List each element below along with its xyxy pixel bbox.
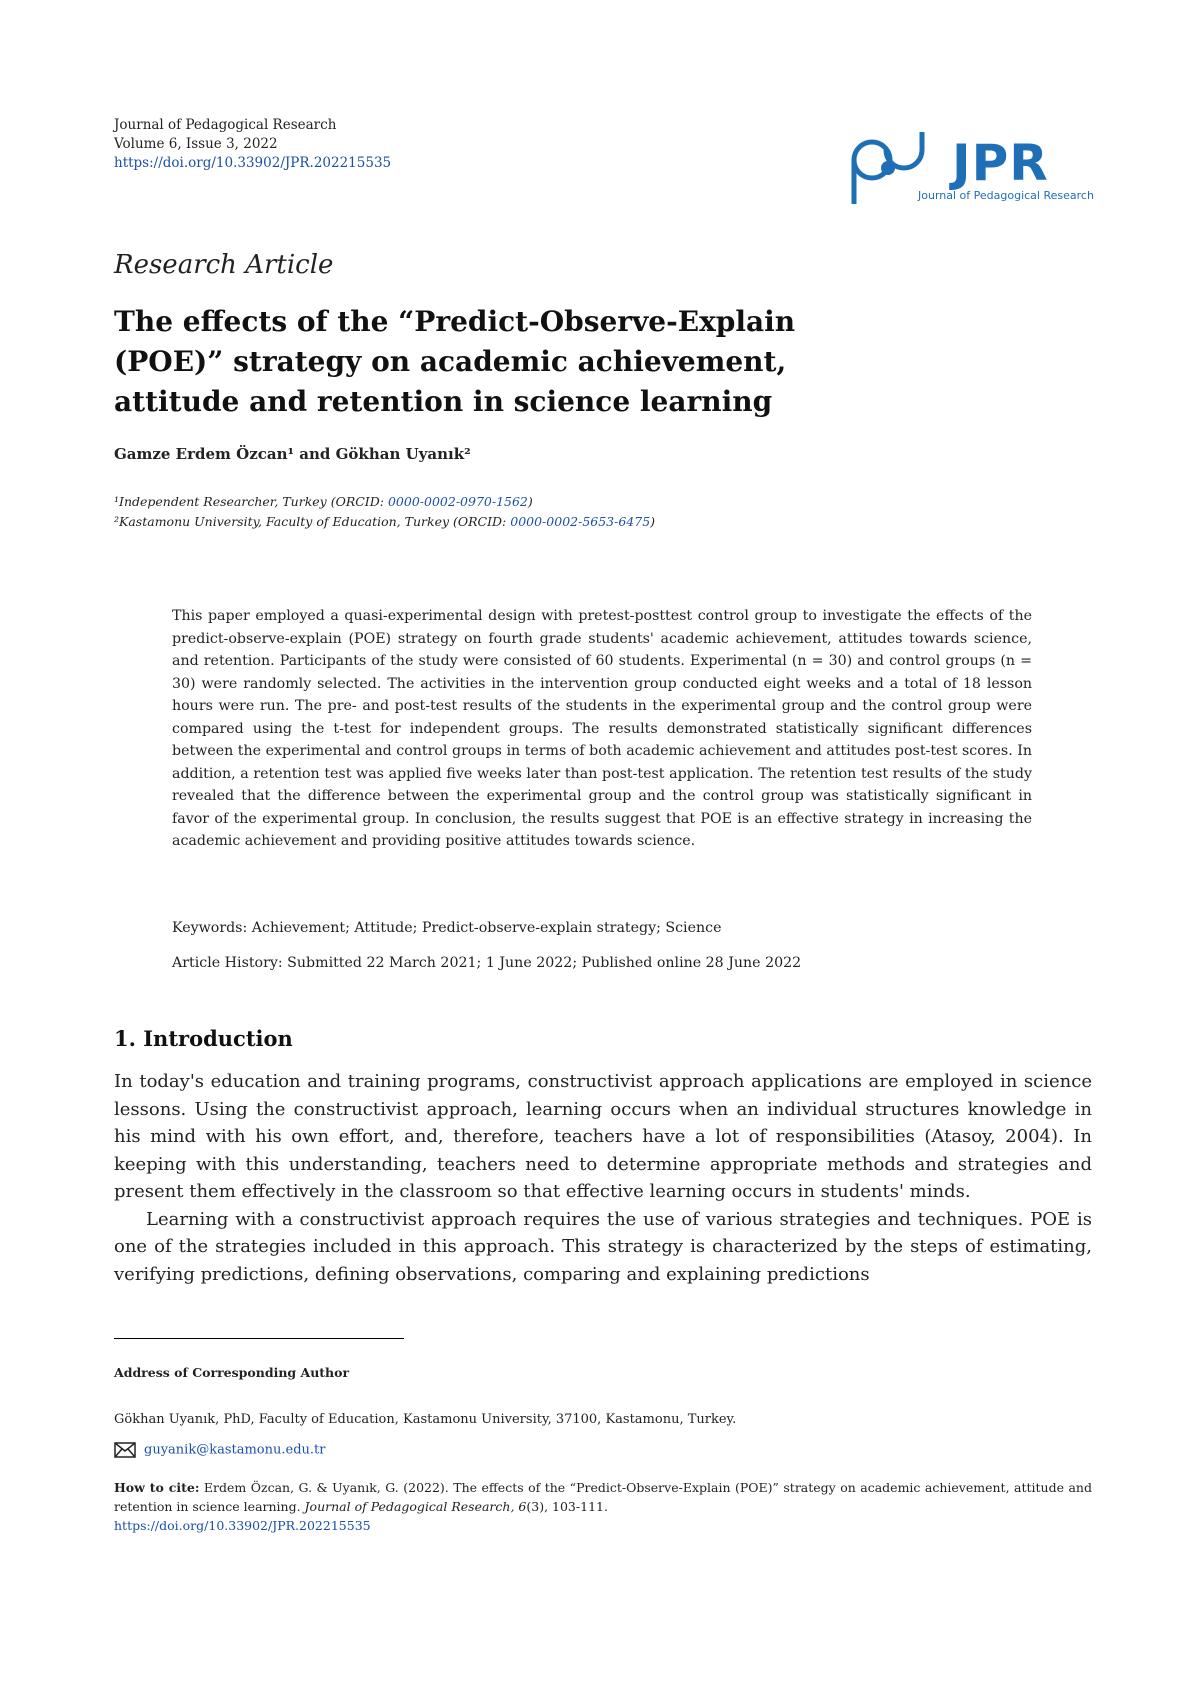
article-title: The effects of the “Predict-Observe-Explain (POE)” strategy on academic achievement, attitude and retention in science learning <box>114 305 796 418</box>
corresponding-address: Gökhan Uyanık, PhD, Faculty of Education, Kastamonu University, 37100, Kastamonu, Turkey. <box>114 1412 737 1427</box>
journal-name: Journal of Pedagogical Research <box>114 117 337 133</box>
footnote-divider <box>114 1338 404 1339</box>
intro-paragraph-2: Learning with a constructivist approach requires the use of various strategies and techniques. POE is one of the strategies included in this approach. This strategy is characterized by the steps of estimating, verifying predictions, defining observations, comparing and explaining predictions <box>114 1208 1092 1285</box>
cite-pages: (3), 103-111. <box>526 1499 608 1514</box>
orcid-link-2[interactable]: 0000-0002-5653-6475 <box>510 514 651 529</box>
email-link[interactable]: guyanik@kastamonu.edu.tr <box>144 1442 326 1458</box>
authors: Gamze Erdem Özcan¹ and Gökhan Uyanık² <box>114 445 471 463</box>
envelope-icon <box>114 1442 136 1458</box>
journal-header <box>114 116 391 173</box>
article-history: Article History: Submitted 22 March 2021; 1 June 2022; Published online 28 June 2022 <box>172 955 802 971</box>
orcid-link-1[interactable]: 0000-0002-0970-1562 <box>387 494 528 509</box>
cite-text: Erdem Özcan, G. & Uyanık, G. (2022). The effects of the “Predict-Observe-Explain (POE)” strategy on academic achievement, attitude and retention in science learning. <box>114 1480 1092 1514</box>
logo-text: JPR <box>952 134 1049 192</box>
footnote-heading: Address of Corresponding Author <box>114 1365 350 1380</box>
doi-link[interactable]: https://doi.org/10.33902/JPR.202215535 <box>114 155 392 171</box>
volume-issue: Volume 6, Issue 3, 2022 <box>114 136 278 152</box>
keywords: Keywords: Achievement; Attitude; Predict-observe-explain strategy; Science <box>172 920 722 936</box>
cite-label: How to cite: <box>114 1480 200 1495</box>
introduction-body <box>114 1068 1092 1288</box>
intro-paragraph-1: In today's education and training programs, constructivist approach applications are employed in science lessons. Using the constructivist approach, learning occurs when an individual structures knowledge in his mind with his own effort, and, therefore, teachers have a lot of responsibilities (Atasoy, 2004). In keeping with this understanding, teachers need to determine appropriate methods and strategies and present them effectively in the classroom so that effective learning occurs in students' minds. <box>114 1071 1092 1202</box>
logo-subtitle: Journal of Pedagogical Research <box>918 189 1094 202</box>
affiliation-2: ²Kastamonu University, Faculty of Education, Turkey (ORCID: 0000-0002-5653-6475) <box>114 514 656 529</box>
affiliation-1: ¹Independent Researcher, Turkey (ORCID: 0000-0002-0970-1562) <box>114 494 533 509</box>
cite-doi-link[interactable]: https://doi.org/10.33902/JPR.202215535 <box>114 1518 371 1533</box>
corresponding-email-row <box>114 1442 325 1458</box>
cite-journal: Journal of Pedagogical Research, 6 <box>304 1499 527 1514</box>
how-to-cite <box>114 1478 1092 1535</box>
section-heading-introduction: 1. Introduction <box>114 1026 293 1051</box>
article-type: Research Article <box>114 250 334 280</box>
abstract: This paper employed a quasi-experimental design with pretest-posttest control group to investigate the effects of the predict-observe-explain (POE) strategy on fourth grade students' academic achievement, attitudes towards science, and retention. Participants of the study were consisted of 60 students. Experimental (n = 30) and control groups (n = 30) were randomly selected. The activities in the intervention group conducted eight weeks and a total of 18 lesson hours were run. The pre- and post-test results of the students in the experimental group and the control group were compared using the t-test for independent groups. The results demonstrated statistically significant differences between the experimental and control groups in terms of both academic achievement and attitudes post-test scores. In addition, a retention test was applied five weeks later than post-test application. The retention test results of the study revealed that the difference between the experimental group and the control group was statistically significant in favor of the experimental group. In conclusion, the results suggest that POE is an effective strategy in increasing the academic achievement and providing positive attitudes towards science. <box>172 608 1032 849</box>
